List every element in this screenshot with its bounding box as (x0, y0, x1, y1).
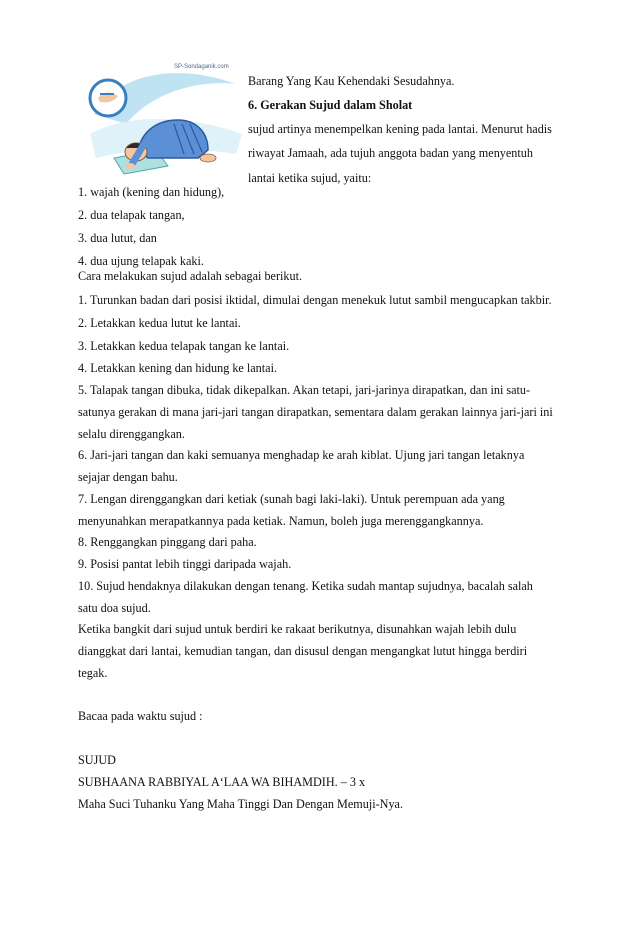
list-item: 3. Letakkan kedua telapak tangan ke lantai. (78, 339, 290, 353)
illustration-watermark: SP-Sondaganik.com (174, 64, 229, 70)
text-line: sujud artinya menempelkan kening pada lantai. Menurut hadis (248, 122, 552, 136)
text-line: riwayat Jamaah, ada tujuh anggota badan yang menyentuh (248, 146, 533, 160)
prayer-meaning: Maha Suci Tuhanku Yang Maha Tinggi Dan Dengan Memuji-Nya. (78, 797, 403, 811)
text-line: tegak. (78, 666, 108, 680)
text-line: lantai ketika sujud, yaitu: (248, 171, 372, 185)
sujud-illustration-icon (86, 54, 244, 176)
prayer-intro: Bacaa pada waktu sujud : (78, 709, 203, 723)
text-line: sejajar dengan bahu. (78, 470, 178, 484)
list-item: 1. Turunkan badan dari posisi iktidal, dimulai dengan menekuk lutut sambil mengucapkan takbir. (78, 293, 552, 307)
text-line: Cara melakukan sujud adalah sebagai berikut. (78, 269, 303, 283)
list-item: 9. Posisi pantat lebih tinggi daripada wajah. (78, 557, 292, 571)
text-line: menyunahkan merapatkannya pada ketiak. Namun, boleh juga merenggangkannya. (78, 514, 484, 528)
list-item: 10. Sujud hendaknya dilakukan dengan tenang. Ketika sudah mantap sujudnya, bacalah salah (78, 579, 533, 593)
text-line: dianggkat dari lantai, kemudian tangan, dan disusul dengan mengangkat lutut hingga berdiri (78, 644, 528, 658)
text-line: satu doa sujud. (78, 601, 151, 615)
list-item: 2. Letakkan kedua lutut ke lantai. (78, 316, 241, 330)
list-item: 2. dua telapak tangan, (78, 208, 185, 222)
prayer-heading: SUJUD (78, 753, 116, 767)
text-line: selalu direnggangkan. (78, 427, 185, 441)
list-item: 1. wajah (kening dan hidung), (78, 185, 225, 199)
list-item: 4. dua ujung telapak kaki. (78, 254, 204, 268)
list-item: 5. Talapak tangan dibuka, tidak dikepalkan. Akan tetapi, jari-jarinya dirapatkan, dan ini satu- (78, 383, 531, 397)
list-item: 4. Letakkan kening dan hidung ke lantai. (78, 361, 278, 375)
prayer-arabic: SUBHAANA RABBIYAL A‘LAA WA BIHAMDIH. – 3 x (78, 775, 366, 789)
section-heading: 6. Gerakan Sujud dalam Sholat (248, 98, 413, 112)
list-item: 6. Jari-jari tangan dan kaki semuanya menghadap ke arah kiblat. Ujung jari tangan letaknya (78, 448, 525, 462)
text-line: Barang Yang Kau Kehendaki Sesudahnya. (248, 74, 455, 88)
list-item: 7. Lengan direnggangkan dari ketiak (sunah bagi laki-laki). Untuk perempuan ada yang (78, 492, 505, 506)
text-line: Ketika bangkit dari sujud untuk berdiri ke rakaat berikutnya, disunahkan wajah lebih dulu (78, 622, 517, 636)
list-item: 8. Renggangkan pinggang dari paha. (78, 535, 257, 549)
list-item: 3. dua lutut, dan (78, 231, 157, 245)
text-line: satunya gerakan di mana jari-jari tangan dirapatkan, sementara dalam gerakan lainnya jari-jari ini (78, 405, 553, 419)
